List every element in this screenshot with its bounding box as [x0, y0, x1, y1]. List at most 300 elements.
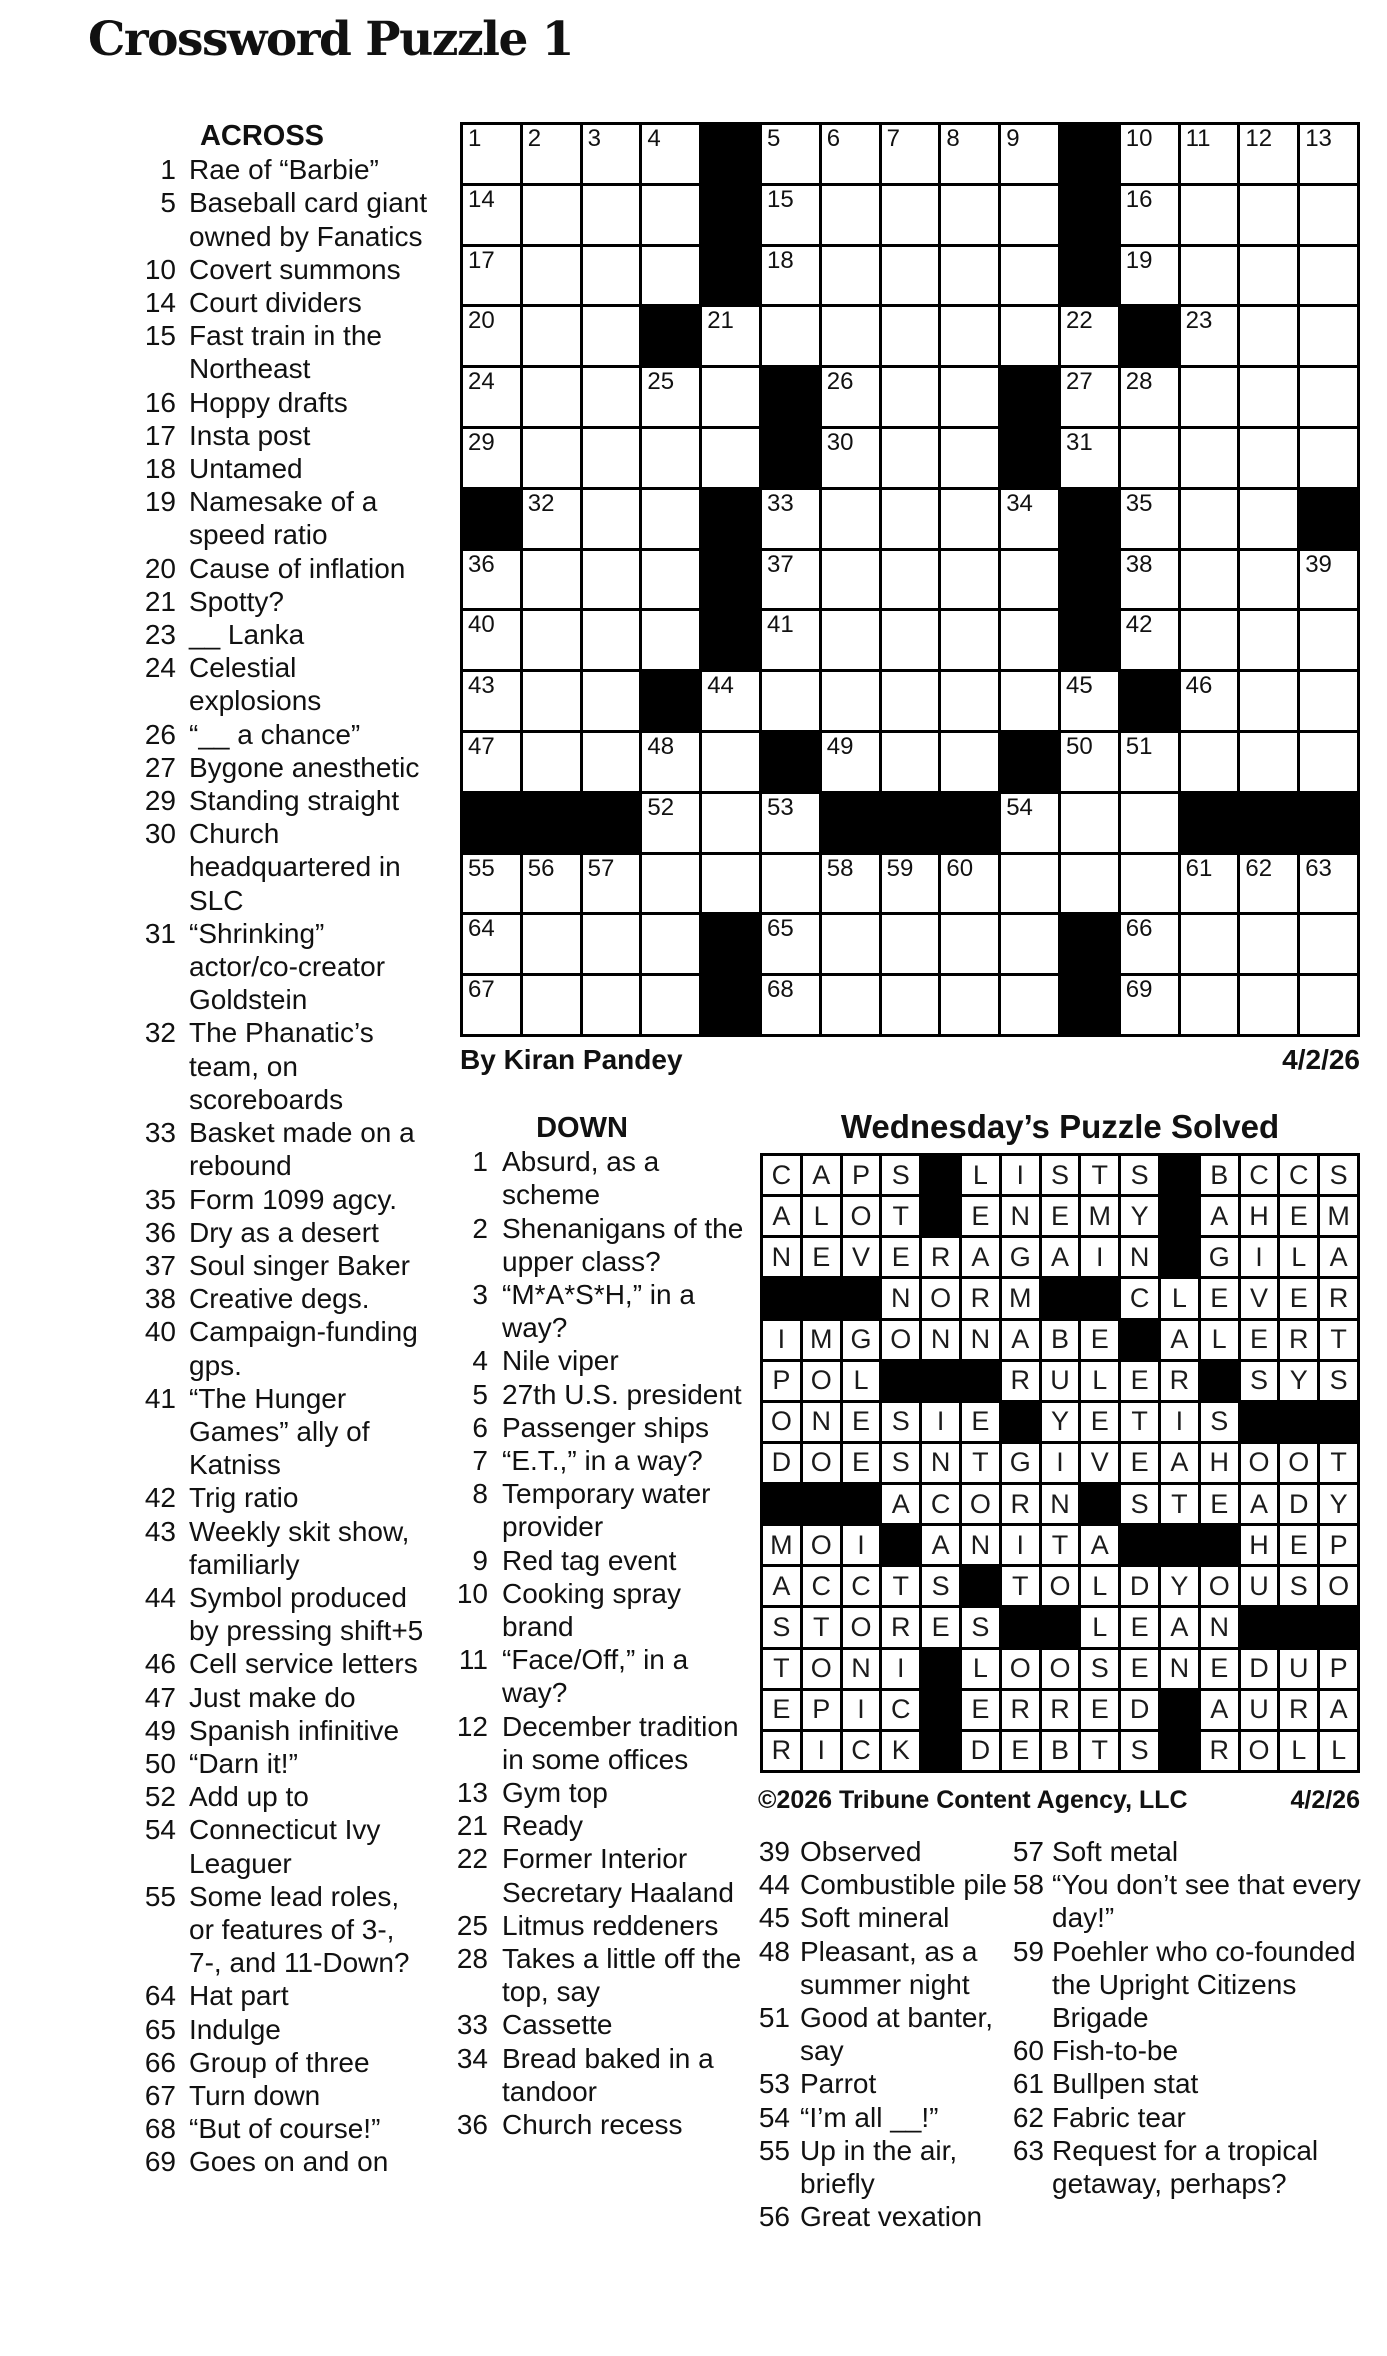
clue-text: Takes a little off the top, say	[502, 1943, 742, 2008]
clue-number: 49	[144, 1714, 176, 1746]
down-clues-column	[418, 1112, 746, 2141]
solved-cell	[1201, 1444, 1238, 1482]
grid-cell	[1300, 976, 1357, 1034]
black-cell	[941, 794, 998, 852]
down-clues-continued-right	[1000, 1835, 1376, 2200]
cell-letter: E	[1210, 1282, 1229, 1313]
solved-cell	[1241, 1567, 1278, 1605]
cell-number: 29	[468, 428, 495, 456]
solved-cell	[1201, 1279, 1238, 1317]
clue-number: 11	[458, 1644, 488, 1676]
cell-letter: L	[813, 1200, 829, 1231]
clue	[96, 817, 428, 917]
solved-cell	[922, 1567, 959, 1605]
clue-text: Campaign-funding gps.	[189, 1316, 418, 1381]
grid-cell	[941, 307, 998, 365]
black-cell	[702, 551, 759, 609]
solved-cell	[1081, 1650, 1118, 1688]
clue	[96, 485, 428, 551]
solved-cell	[882, 1321, 919, 1359]
grid-cell	[1061, 672, 1118, 730]
cell-letter: A	[772, 1200, 791, 1231]
clue-text: Form 1099 agcy.	[189, 1183, 398, 1215]
cell-number: 20	[468, 307, 495, 335]
clue	[96, 1880, 428, 1980]
clue	[1000, 2067, 1376, 2100]
clue	[96, 186, 428, 252]
grid-cell	[523, 915, 580, 973]
cell-letter: E	[891, 1241, 910, 1272]
clue-number: 44	[144, 1581, 176, 1613]
solved-cell	[843, 1321, 880, 1359]
cell-letter: C	[1129, 1282, 1150, 1313]
grid-cell	[1001, 307, 1058, 365]
cell-letter: E	[1289, 1282, 1308, 1313]
solved-cell	[1081, 1608, 1118, 1646]
cell-number: 9	[1006, 125, 1020, 152]
cell-number: 7	[886, 125, 900, 152]
clue	[96, 2112, 428, 2145]
cell-letter: R	[1010, 1488, 1030, 1519]
cell-letter: N	[930, 1324, 951, 1355]
black-cell	[1061, 915, 1118, 973]
grid-cell	[1240, 307, 1297, 365]
solved-cell	[1241, 1650, 1278, 1688]
grid-cell	[1181, 611, 1238, 669]
grid-cell	[941, 429, 998, 487]
cell-letter: D	[970, 1735, 991, 1766]
solved-cell	[1002, 1362, 1039, 1400]
black-cell	[763, 1485, 800, 1523]
cell-letter: V	[1090, 1447, 1109, 1478]
cell-letter: D	[1249, 1653, 1269, 1684]
grid-cell	[941, 490, 998, 548]
clue-text: Request for a tropical getaway, perhaps?	[1052, 2134, 1319, 2200]
clue-number: 6	[472, 1411, 488, 1443]
clue-text: Bygone anesthetic	[189, 751, 420, 783]
cell-letter: I	[1016, 1159, 1024, 1190]
cell-letter: I	[1096, 1241, 1104, 1272]
solved-cell	[1002, 1321, 1039, 1359]
grid-cell	[762, 976, 819, 1034]
solved-cell	[843, 1526, 880, 1564]
grid-cell	[822, 976, 879, 1034]
cell-number: 60	[946, 854, 974, 882]
clue-number: 26	[144, 718, 176, 750]
solved-cell	[843, 1650, 880, 1688]
clue-number: 69	[144, 2146, 176, 2178]
clue-text: Standing straight	[189, 785, 400, 817]
black-cell	[702, 976, 759, 1034]
grid-cell	[1181, 429, 1238, 487]
cell-letter: O	[930, 1282, 952, 1313]
clue-number: 5	[472, 1378, 488, 1410]
cell-number: 10	[1125, 125, 1153, 152]
grid-cell	[523, 855, 580, 913]
cell-letter: O	[1009, 1653, 1031, 1684]
solved-cell	[882, 1197, 919, 1235]
grid-cell	[1001, 186, 1058, 244]
grid-cell	[941, 368, 998, 426]
cell-letter: P	[772, 1365, 791, 1396]
clue-number: 27	[144, 751, 176, 783]
solved-cell	[1121, 1732, 1158, 1770]
cell-letter: R	[1289, 1324, 1309, 1355]
cell-letter: O	[1248, 1447, 1270, 1478]
grid-cell	[822, 247, 879, 305]
solved-cell	[1081, 1197, 1118, 1235]
clue-number: 28	[456, 1943, 488, 1975]
cell-letter: S	[1090, 1653, 1109, 1684]
black-cell	[583, 794, 640, 852]
solved-cell	[763, 1608, 800, 1646]
clue-number: 48	[758, 1935, 790, 1967]
cell-letter: A	[931, 1529, 950, 1560]
grid-cell	[583, 733, 640, 791]
solved-cell	[1042, 1238, 1079, 1276]
solved-cell	[1081, 1691, 1118, 1729]
grid-cell	[463, 186, 520, 244]
solved-cell	[1280, 1321, 1317, 1359]
grid-cell	[1240, 125, 1297, 183]
clue	[418, 2042, 746, 2108]
grid-cell	[1181, 186, 1238, 244]
grid-cell	[822, 307, 879, 365]
solved-cell	[1042, 1156, 1079, 1194]
cell-letter: L	[972, 1159, 988, 1190]
clue-number: 66	[144, 2046, 176, 2078]
cell-number: 47	[468, 732, 495, 760]
solved-cell	[1161, 1485, 1198, 1523]
cell-letter: S	[891, 1159, 910, 1190]
clue	[418, 1278, 746, 1344]
solved-cell	[1121, 1156, 1158, 1194]
solved-cell	[962, 1485, 999, 1523]
clue-text: __ Lanka	[189, 619, 305, 651]
cell-letter: L	[1291, 1735, 1307, 1766]
clue	[96, 1282, 428, 1315]
solved-cell	[1002, 1444, 1039, 1482]
clue-number: 17	[144, 419, 176, 451]
clue-text: Dry as a desert	[189, 1216, 379, 1248]
clue	[96, 2145, 428, 2178]
grid-cell	[1181, 247, 1238, 305]
grid-cell	[583, 551, 640, 609]
clue-text: Absurd, as a scheme	[502, 1146, 660, 1211]
grid-cell	[523, 125, 580, 183]
solved-cell	[843, 1156, 880, 1194]
black-cell	[1002, 1608, 1039, 1646]
grid-cell	[1121, 247, 1178, 305]
down-header: DOWN	[536, 1112, 628, 1144]
grid-cell	[882, 125, 939, 183]
solved-cell	[803, 1362, 840, 1400]
clue	[1000, 1935, 1376, 2035]
grid-cell	[642, 429, 699, 487]
black-cell	[922, 1691, 959, 1729]
black-cell	[1042, 1279, 1079, 1317]
grid-cell	[463, 733, 520, 791]
solved-cell	[1241, 1197, 1278, 1235]
cell-letter: O	[810, 1447, 832, 1478]
cell-number: 68	[766, 976, 794, 1004]
grid-cell	[1121, 429, 1178, 487]
cell-letter: I	[857, 1529, 865, 1560]
grid-cell	[1181, 976, 1238, 1034]
clue-text: “E.T.,” in a way?	[502, 1445, 703, 1477]
down-clue-list-cont-b	[1000, 1835, 1376, 2200]
solved-cell	[1241, 1526, 1278, 1564]
solved-cell	[1241, 1321, 1278, 1359]
grid-cell	[1001, 125, 1058, 183]
grid-cell	[1300, 733, 1357, 791]
black-cell	[1300, 794, 1357, 852]
clue-number: 56	[758, 2201, 790, 2233]
black-cell	[1121, 307, 1178, 365]
black-cell	[922, 1197, 959, 1235]
grid-cell	[463, 125, 520, 183]
clue	[96, 1216, 428, 1249]
grid-cell	[1061, 307, 1118, 365]
clue-number: 45	[758, 1902, 790, 1934]
grid-cell	[523, 307, 580, 365]
grid-cell	[1001, 915, 1058, 973]
clue	[96, 1979, 428, 2012]
black-cell	[1001, 429, 1058, 487]
cell-number: 13	[1305, 125, 1332, 152]
cell-letter: O	[890, 1324, 912, 1355]
clue	[96, 253, 428, 286]
solved-cell	[1002, 1650, 1039, 1688]
cell-number: 8	[946, 125, 960, 152]
clue-number: 33	[456, 2009, 488, 2041]
cell-letter: O	[1328, 1570, 1350, 1601]
clue-text: “Darn it!”	[189, 1747, 298, 1779]
solved-cell	[843, 1444, 880, 1482]
cell-letter: S	[1130, 1488, 1149, 1519]
solved-cell	[1201, 1650, 1238, 1688]
byline-row	[460, 1044, 1360, 1076]
clue	[96, 1813, 428, 1879]
clue	[418, 1842, 746, 1908]
cell-letter: S	[1210, 1406, 1229, 1437]
cell-letter: L	[1291, 1241, 1307, 1272]
cell-letter: S	[1130, 1159, 1149, 1190]
cell-letter: O	[810, 1365, 832, 1396]
solved-cell	[843, 1691, 880, 1729]
black-cell	[962, 1362, 999, 1400]
solved-cell	[843, 1362, 880, 1400]
clue	[712, 2101, 1024, 2134]
grid-cell	[642, 247, 699, 305]
clue-text: Combustible pile	[800, 1869, 1007, 1901]
cell-letter: A	[891, 1488, 910, 1519]
solved-cell	[1320, 1362, 1357, 1400]
grid-cell	[762, 915, 819, 973]
clue-number: 16	[144, 386, 176, 418]
cell-letter: U	[1050, 1365, 1070, 1396]
clue-text: Symbol produced by pressing shift+5	[189, 1581, 424, 1647]
clue-text: Hoppy drafts	[189, 386, 348, 418]
cell-number: 23	[1185, 307, 1213, 335]
clue-text: Church headquartered in SLC	[189, 818, 401, 916]
black-cell	[1121, 1321, 1158, 1359]
cell-letter: A	[1210, 1694, 1229, 1725]
solved-cell	[882, 1156, 919, 1194]
grid-cell	[463, 976, 520, 1034]
clue	[96, 1249, 428, 1282]
cell-letter: T	[773, 1653, 790, 1684]
cell-letter: O	[1248, 1735, 1270, 1766]
grid-cell	[1001, 551, 1058, 609]
solved-cell	[1002, 1732, 1039, 1770]
cell-letter: O	[1049, 1653, 1071, 1684]
grid-cell	[1240, 733, 1297, 791]
solved-cell	[803, 1691, 840, 1729]
black-cell	[1001, 733, 1058, 791]
clue-text: Pleasant, as a summer night	[800, 1935, 978, 2000]
solved-cell	[763, 1321, 800, 1359]
black-cell	[1280, 1608, 1317, 1646]
solved-cell	[1280, 1197, 1317, 1235]
cell-number: 12	[1245, 125, 1273, 152]
solved-cell	[882, 1567, 919, 1605]
cell-letter: T	[892, 1570, 910, 1601]
cell-number: 38	[1125, 550, 1153, 578]
cell-number: 66	[1125, 915, 1153, 943]
clue-number: 36	[144, 1216, 176, 1248]
clue-text: Soft metal	[1052, 1836, 1179, 1867]
black-cell	[762, 368, 819, 426]
solved-cell	[1241, 1362, 1278, 1400]
grid-cell	[1001, 672, 1058, 730]
cell-letter: M	[1008, 1282, 1032, 1313]
cell-letter: A	[1210, 1200, 1229, 1231]
black-cell	[1061, 611, 1118, 669]
grid-cell	[822, 368, 879, 426]
grid-cell	[941, 915, 998, 973]
solved-cell	[882, 1279, 919, 1317]
clue	[712, 2001, 1024, 2067]
clue-text: Temporary water provider	[502, 1478, 711, 1543]
grid-cell	[1001, 855, 1058, 913]
grid-cell	[463, 672, 520, 730]
cell-number: 49	[826, 732, 854, 760]
clue-text: Former Interior Secretary Haaland	[502, 1843, 734, 1908]
solved-cell	[1201, 1732, 1238, 1770]
cell-letter: C	[851, 1570, 871, 1601]
solved-cell	[1320, 1567, 1357, 1605]
cell-letter: C	[1289, 1159, 1309, 1190]
cell-number: 42	[1125, 611, 1153, 639]
black-cell	[702, 125, 759, 183]
clue	[418, 1909, 746, 1942]
clue-text: Great vexation	[800, 2201, 983, 2233]
solved-cell	[803, 1650, 840, 1688]
cell-number: 30	[826, 428, 854, 456]
cell-letter: C	[930, 1488, 951, 1519]
black-cell	[1061, 976, 1118, 1034]
clue	[96, 718, 428, 751]
grid-cell	[1061, 733, 1118, 791]
cell-letter: R	[970, 1282, 991, 1313]
black-cell	[762, 429, 819, 487]
clue-text: Spotty?	[189, 585, 284, 617]
cell-letter: S	[891, 1447, 910, 1478]
clue	[96, 585, 428, 618]
grid-cell	[583, 490, 640, 548]
grid-cell	[642, 551, 699, 609]
cell-letter: E	[1130, 1447, 1149, 1478]
cell-letter: O	[850, 1200, 872, 1231]
cell-letter: I	[1175, 1406, 1184, 1437]
solved-cell	[922, 1238, 959, 1276]
clue-text: Celestial explosions	[189, 652, 322, 717]
clue-number: 33	[144, 1117, 176, 1149]
solved-cell	[1081, 1321, 1118, 1359]
clue-number: 50	[144, 1747, 176, 1779]
cell-letter: D	[1129, 1570, 1150, 1601]
grid-cell	[1121, 125, 1178, 183]
clue-text: Just make do	[189, 1681, 356, 1713]
solved-cell	[1042, 1485, 1079, 1523]
grid-cell	[882, 247, 939, 305]
solved-cell	[1121, 1485, 1158, 1523]
clue-text: Red tag event	[502, 1544, 677, 1576]
grid-cell	[642, 794, 699, 852]
cell-number: 27	[1065, 368, 1093, 396]
cell-letter: N	[771, 1241, 792, 1272]
grid-cell	[762, 855, 819, 913]
clue-number: 23	[144, 619, 176, 651]
grid-cell	[1300, 915, 1357, 973]
solved-cell	[763, 1567, 800, 1605]
clue	[1000, 1868, 1376, 1934]
clue	[712, 2200, 1024, 2233]
black-cell	[763, 1279, 800, 1317]
grid-cell	[523, 368, 580, 426]
cell-letter: O	[810, 1529, 832, 1560]
clue-number: 54	[758, 2101, 790, 2133]
grid-cell	[1240, 855, 1297, 913]
black-cell	[1241, 1608, 1278, 1646]
cell-number: 61	[1185, 854, 1213, 882]
grid-cell	[882, 490, 939, 548]
grid-cell	[1240, 186, 1297, 244]
solved-cell	[1320, 1279, 1357, 1317]
clue-text: Soft mineral	[800, 1902, 950, 1934]
black-cell	[1161, 1156, 1198, 1194]
cell-letter: V	[1249, 1282, 1268, 1313]
solved-cell	[962, 1732, 999, 1770]
cell-letter: R	[1050, 1694, 1070, 1725]
cell-letter: E	[971, 1406, 990, 1437]
solved-cell	[1280, 1362, 1317, 1400]
grid-cell	[1181, 551, 1238, 609]
cell-letter: A	[772, 1570, 791, 1601]
cell-number: 62	[1245, 854, 1273, 882]
clue-text: Parrot	[800, 2068, 877, 2100]
black-cell	[1300, 490, 1357, 548]
grid-cell	[1240, 976, 1297, 1034]
clue	[1000, 1835, 1376, 1868]
clue-number: 64	[144, 1980, 176, 2012]
clue-text: Goes on and on	[189, 2146, 389, 2178]
clue-text: Add up to	[189, 1781, 309, 1813]
cell-letter: A	[1170, 1324, 1189, 1355]
grid-cell	[941, 551, 998, 609]
grid-cell	[822, 733, 879, 791]
